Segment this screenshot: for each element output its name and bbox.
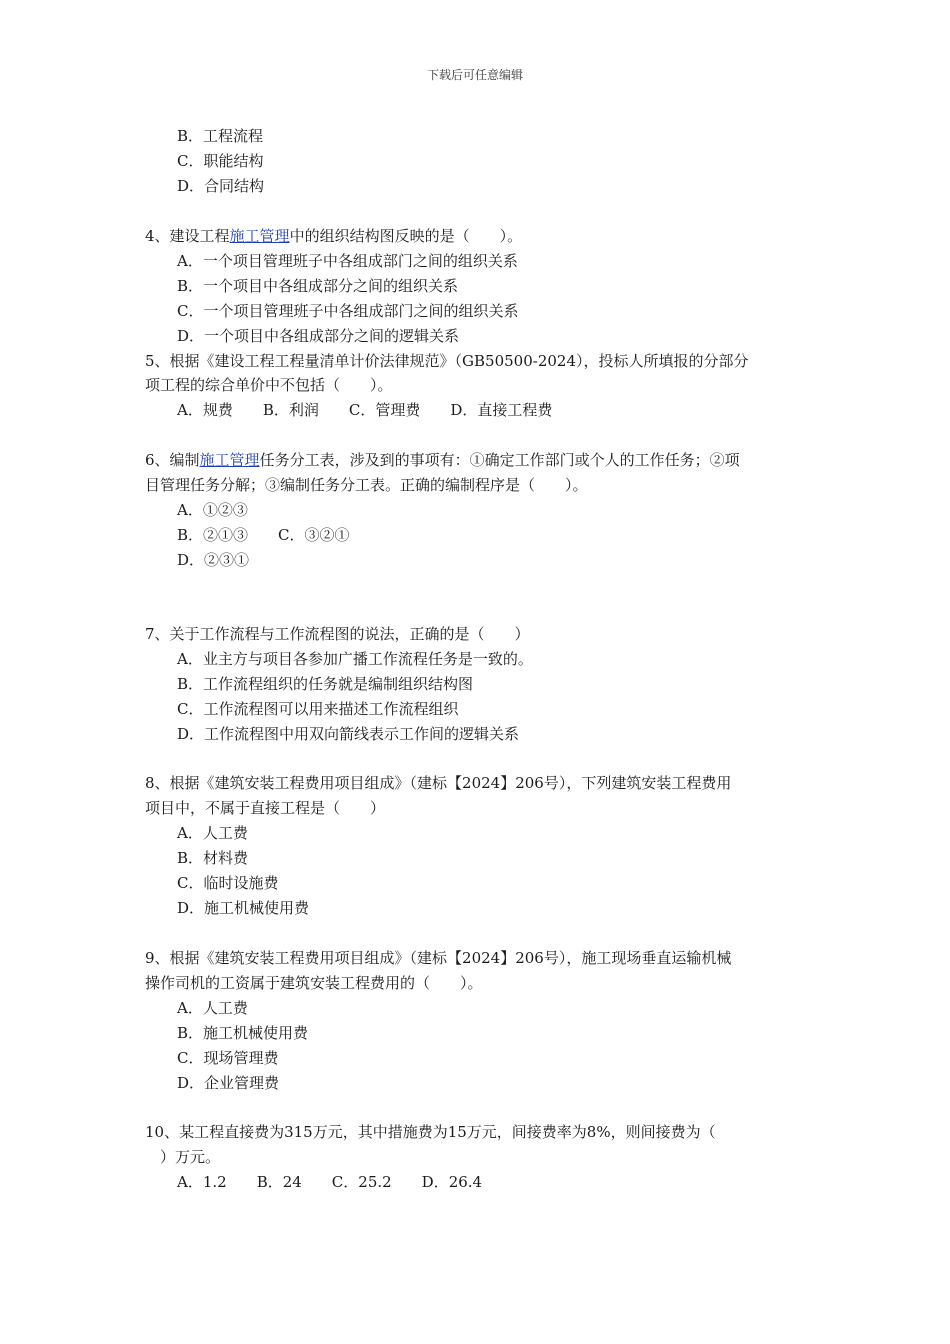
q8-option-c: C．临时设施费	[177, 874, 279, 892]
q3-option-b: B．工程流程	[177, 127, 264, 145]
q8-stem-line2: 项目中，不属于直接工程是（ ）	[145, 799, 386, 817]
q4-option-b: B．一个项目中各组成部分之间的组织关系	[177, 277, 459, 295]
q4-link[interactable]: 施工管理	[229, 227, 290, 245]
q6-option-a: A．①②③	[177, 501, 248, 519]
q9-option-b: B．施工机械使用费	[177, 1024, 309, 1042]
q6-stem-suffix: 任务分工表，涉及到的事项有：①确定工作部门或个人的工作任务；②项	[259, 451, 740, 469]
q4-stem-prefix: 4、建设工程	[145, 227, 230, 245]
q9-stem-line1: 9、根据《建筑安装工程费用项目组成》（建标【2024】206号），施工现场垂直运输机械	[145, 949, 732, 967]
q8-option-d: D．施工机械使用费	[177, 899, 310, 917]
q5-stem-line2: 项工程的综合单价中不包括（ ）。	[145, 376, 393, 394]
page-header: 下载后可任意编辑	[426, 68, 523, 82]
q9-option-d: D．企业管理费	[177, 1074, 280, 1092]
q7-option-a: A．业主方与项目各参加广播工作流程任务是一致的。	[177, 650, 533, 668]
q6-link[interactable]: 施工管理	[199, 451, 260, 469]
q9-option-a: A．人工费	[177, 999, 248, 1017]
q10-stem-line2: ）万元。	[145, 1148, 221, 1166]
q6-stem-line2: 目管理任务分解；③编制任务分工表。正确的编制程序是（ ）。	[145, 476, 588, 494]
q8-option-b: B．材料费	[177, 849, 249, 867]
q3-option-d: D．合同结构	[177, 177, 265, 195]
q9-option-c: C．现场管理费	[177, 1049, 279, 1067]
q4-stem	[145, 226, 522, 246]
q4-option-a: A．一个项目管理班子中各组成部门之间的组织关系	[177, 252, 518, 270]
q6-stem-line1	[145, 450, 740, 470]
q7-option-d: D．工作流程图中用双向箭线表示工作间的逻辑关系	[177, 725, 520, 743]
q9-stem-line2: 操作司机的工资属于建筑安装工程费用的（ ）。	[145, 974, 483, 992]
q5-options: A．规费 B．利润 C．管理费 D．直接工程费	[177, 401, 553, 419]
q6-option-d: D．②③①	[177, 551, 250, 569]
q7-option-c: C．工作流程图可以用来描述工作流程组织	[177, 700, 459, 718]
q5-stem-line1: 5、根据《建设工程工程量清单计价法律规范》（GB50500-2024），投标人所填报的分部分	[145, 352, 749, 370]
q10-options: A．1.2 B．24 C．25.2 D．26.4	[177, 1173, 483, 1191]
q7-stem: 7、关于工作流程与工作流程图的说法，正确的是（ ）	[145, 625, 530, 643]
q4-option-c: C．一个项目管理班子中各组成部门之间的组织关系	[177, 302, 519, 320]
q10-stem-line1: 10、某工程直接费为315万元，其中措施费为15万元，间接费率为8%，则间接费为（	[145, 1123, 716, 1141]
q7-option-b: B．工作流程组织的任务就是编制组织结构图	[177, 675, 474, 693]
q6-option-bc: B．②①③ C．③②①	[177, 526, 350, 544]
q4-stem-suffix: 中的组织结构图反映的是（ ）。	[289, 227, 523, 245]
q6-stem-prefix: 6、编制	[145, 451, 200, 469]
q8-option-a: A．人工费	[177, 824, 248, 842]
q3-option-c: C．职能结构	[177, 152, 264, 170]
q8-stem-line1: 8、根据《建筑安装工程费用项目组成》（建标【2024】206号），下列建筑安装工程费用	[145, 774, 732, 792]
q4-option-d: D．一个项目中各组成部分之间的逻辑关系	[177, 327, 460, 345]
